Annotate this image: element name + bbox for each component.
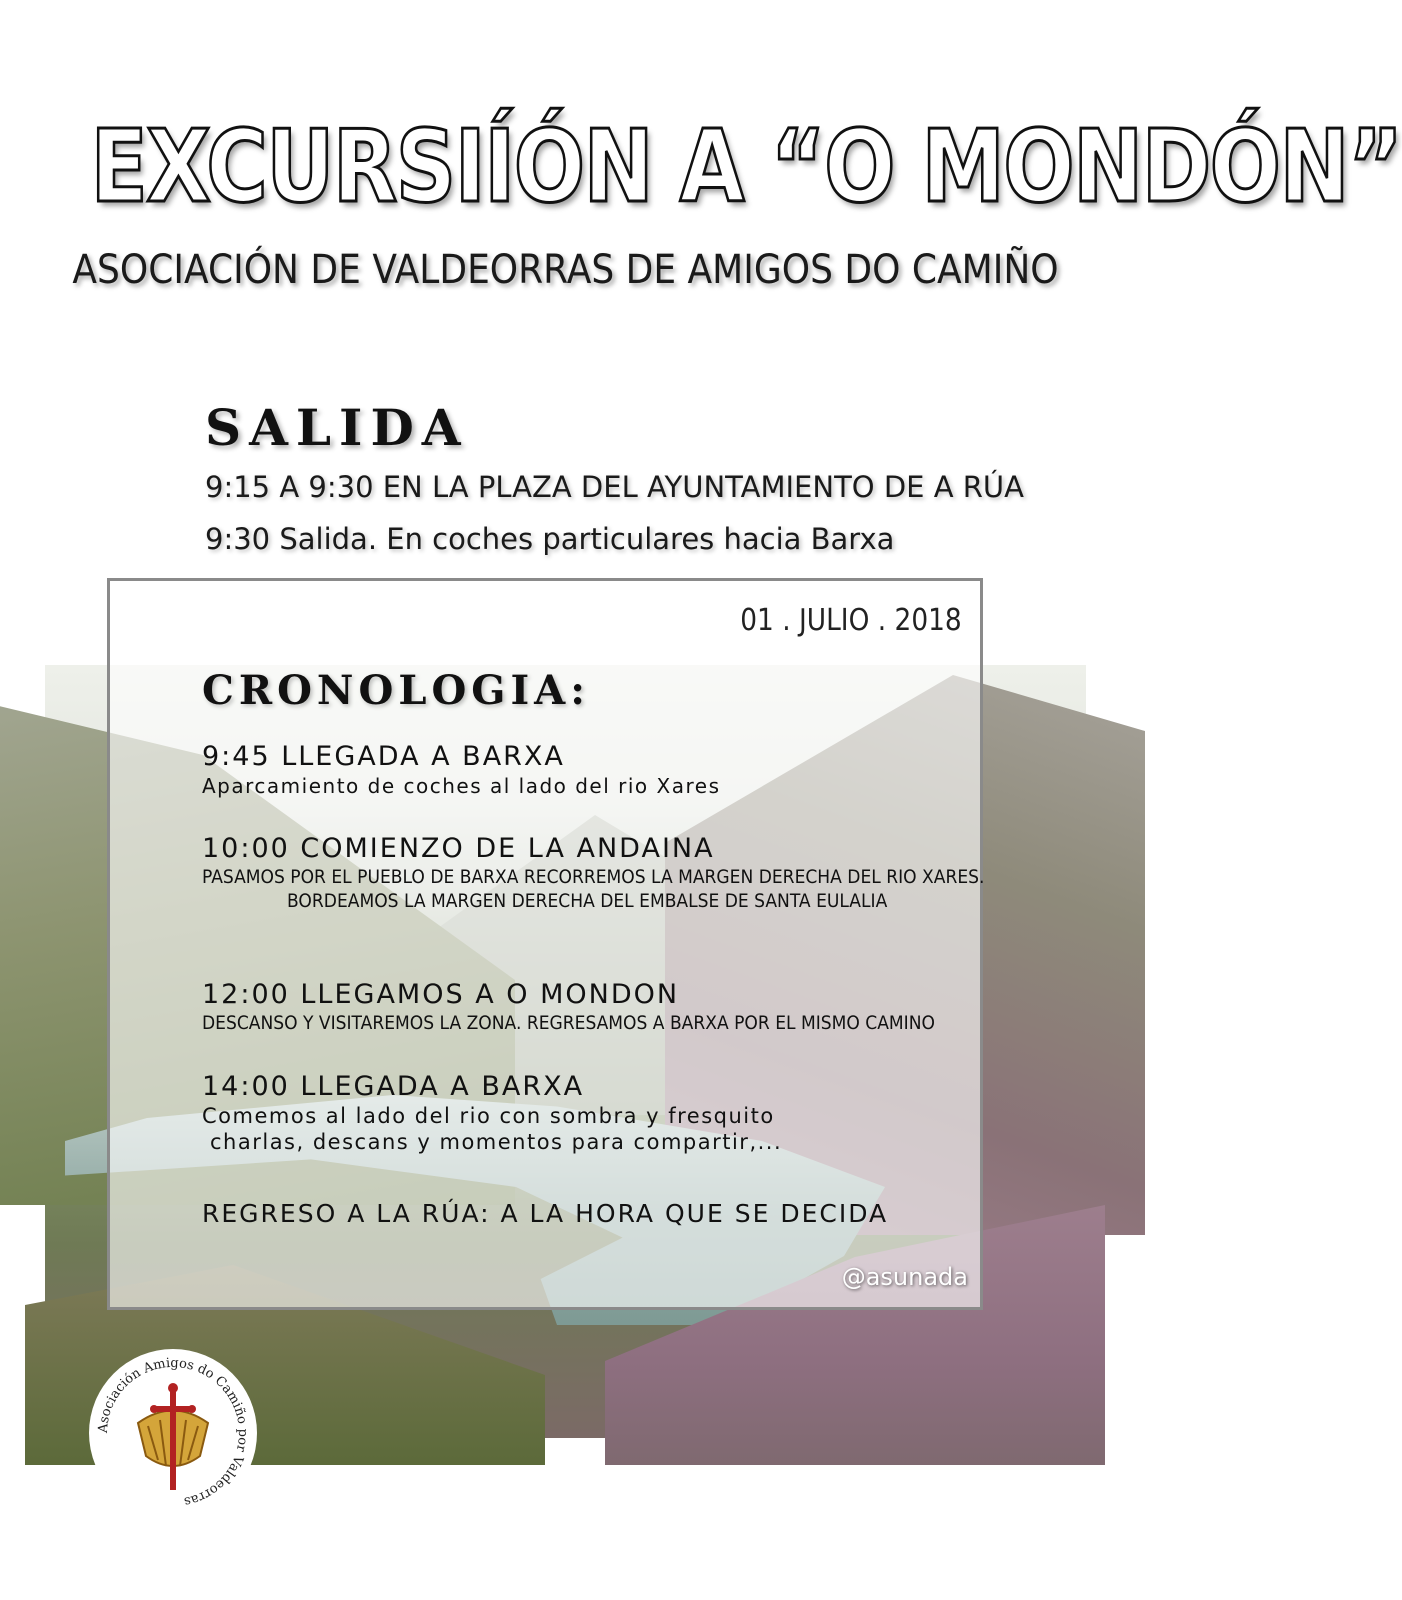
- watermark: @asunada: [841, 1263, 968, 1291]
- schedule-entry: [202, 979, 962, 1034]
- entry-text: Comemos al lado del rio con sombra y fresquito: [202, 1104, 775, 1128]
- entry-text: DESCANSO Y VISITAREMOS LA ZONA. REGRESAMOS A BARXA POR EL MISMO CAMINO: [202, 1012, 935, 1034]
- entry-text: BORDEAMOS LA MARGEN DERECHA DEL EMBALSE DE SANTA EULALIA: [287, 890, 888, 912]
- entry-heading: 9:45 LLEGADA A BARXA: [202, 741, 565, 772]
- entry-text: charlas, descans y momentos para compartir,...: [210, 1130, 783, 1154]
- event-date: 01 . JULIO . 2018: [740, 603, 962, 638]
- salida-meeting-time: 9:15 A 9:30 EN LA PLAZA DEL AYUNTAMIENTO DE A RÚA: [205, 470, 1024, 504]
- regreso-note: REGRESO A LA RÚA: A LA HORA QUE SE DECIDA: [202, 1199, 889, 1228]
- salida-departure: 9:30 Salida. En coches particulares hacia Barxa: [205, 522, 895, 556]
- salida-heading: SALIDA: [205, 398, 469, 457]
- schedule-entry: [202, 1071, 962, 1154]
- schedule-entry: [202, 833, 985, 912]
- entry-heading: 12:00 LLEGAMOS A O MONDON: [202, 979, 680, 1010]
- entry-heading: 10:00 COMIENZO DE LA ANDAINA: [202, 833, 715, 864]
- logo-ring-textpath: Asociación Amigos do Camiño por Valdeorras: [95, 1355, 251, 1510]
- cronologia-heading: CRONOLOGIA:: [202, 667, 590, 714]
- association-logo: [88, 1348, 258, 1518]
- entry-text: Aparcamiento de coches al lado del rio Xares: [202, 774, 721, 798]
- schedule-entry: [202, 741, 962, 798]
- association-name: ASOCIACIÓN DE VALDEORRAS DE AMIGOS DO CAMIÑO: [72, 247, 1059, 293]
- poster-title: EXCURSIÍÓN A “O MONDÓN”: [90, 108, 1402, 225]
- cronologia-panel: [107, 578, 983, 1310]
- entry-text: PASAMOS POR EL PUEBLO DE BARXA RECORREMOS LA MARGEN DERECHA DEL RIO XARES.: [202, 866, 985, 888]
- entry-heading: 14:00 LLEGADA A BARXA: [202, 1071, 585, 1102]
